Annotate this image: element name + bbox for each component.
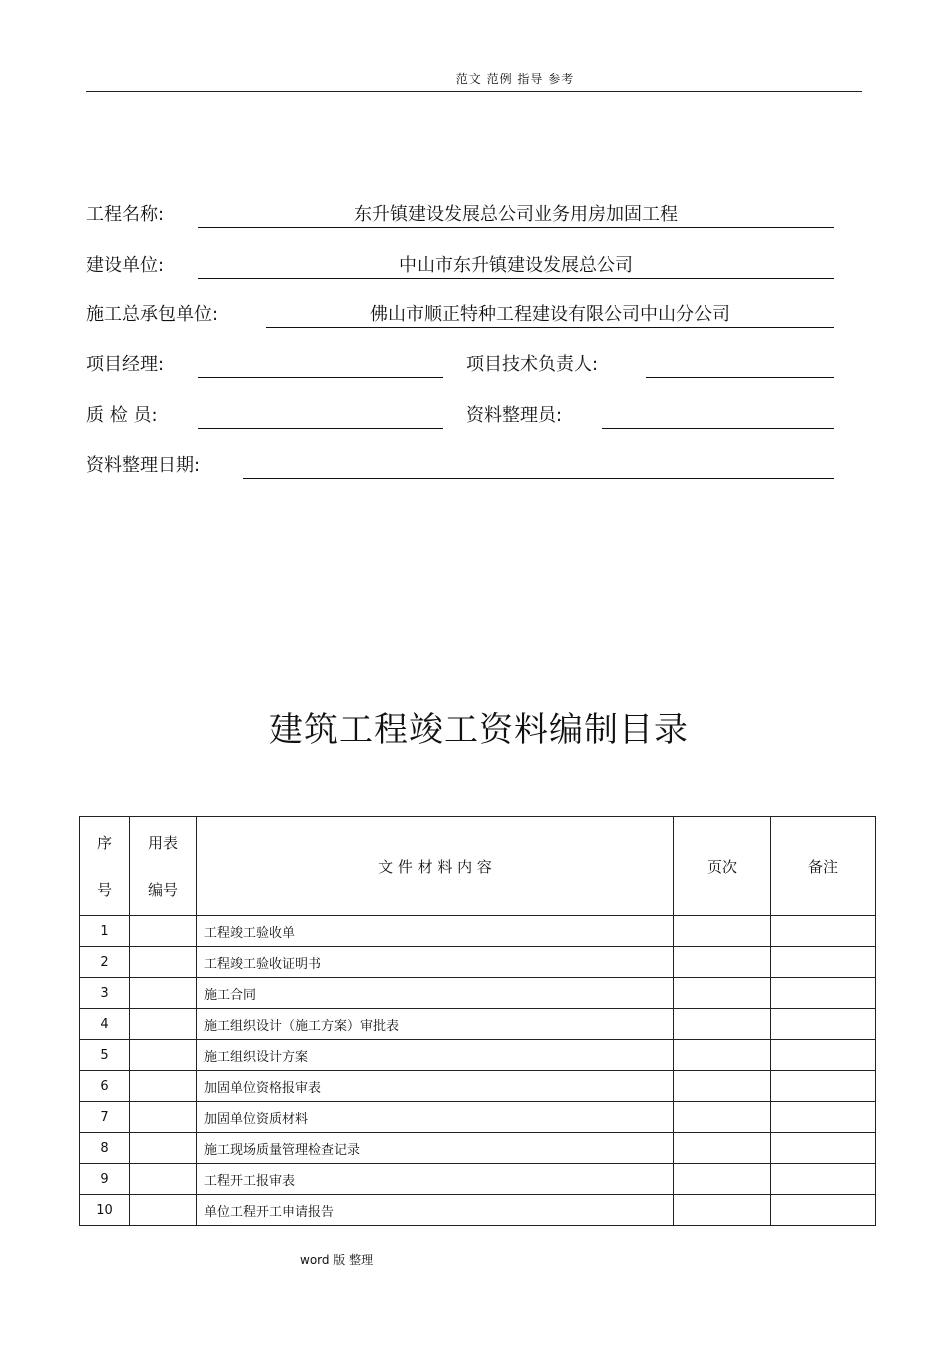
row-pages [674,1195,771,1226]
table-row [80,947,876,978]
row-pages [674,1133,771,1164]
archivist-label: 资料整理员: [466,405,563,426]
row-remarks [771,1009,876,1040]
pages-header: 页次 [674,817,771,916]
seq-header-bottom: 号 [96,881,112,899]
row-remarks [771,1040,876,1071]
archive-date-label: 资料整理日期: [86,455,201,476]
table-row [80,1164,876,1195]
document-title: 建筑工程竣工资料编制目录 [269,710,689,750]
inspector-label: 质 检 员: [86,405,158,426]
row-remarks [771,916,876,947]
archive-date-field[interactable] [243,454,834,479]
row-number: 10 [80,1195,130,1226]
row-form-number [130,1071,197,1102]
table-row [80,1102,876,1133]
row-content: 单位工程开工申请报告 [197,1195,674,1226]
row-form-number [130,1009,197,1040]
row-form-number [130,1133,197,1164]
contractor-field[interactable]: 佛山市顺正特种工程建设有限公司中山分公司 [266,303,834,328]
row-number: 9 [80,1164,130,1195]
archivist-field[interactable] [602,404,834,429]
table-row [80,1009,876,1040]
header-divider [86,91,862,92]
row-number: 3 [80,978,130,1009]
row-pages [674,947,771,978]
builder-field[interactable]: 中山市东升镇建设发展总公司 [198,254,834,279]
catalog-table [79,816,876,1226]
row-remarks [771,1102,876,1133]
project-manager-label: 项目经理: [86,354,165,375]
row-content: 施工组织设计方案 [197,1040,674,1071]
row-pages [674,1009,771,1040]
project-name-field[interactable]: 东升镇建设发展总公司业务用房加固工程 [198,203,834,228]
technical-lead-label: 项目技术负责人: [466,354,599,375]
row-number: 5 [80,1040,130,1071]
table-row [80,1071,876,1102]
row-content: 加固单位资质材料 [197,1102,674,1133]
contractor-label: 施工总承包单位: [86,304,219,325]
row-number: 1 [80,916,130,947]
seq-header [80,817,130,916]
form-header-bottom: 编号 [147,881,178,899]
seq-header-top: 序 [96,834,112,852]
table-header-row [80,817,876,916]
table-row [80,1195,876,1226]
row-content: 施工合同 [197,978,674,1009]
page-footer: word 版 整理 [300,1253,374,1267]
row-number: 7 [80,1102,130,1133]
row-pages [674,1040,771,1071]
row-remarks [771,1133,876,1164]
table-row [80,1040,876,1071]
row-content: 施工现场质量管理检查记录 [197,1133,674,1164]
row-form-number [130,1195,197,1226]
row-content: 加固单位资格报审表 [197,1071,674,1102]
row-form-number [130,947,197,978]
table-row [80,916,876,947]
row-number: 2 [80,947,130,978]
row-pages [674,1164,771,1195]
row-pages [674,916,771,947]
row-form-number [130,1040,197,1071]
row-pages [674,1102,771,1133]
row-form-number [130,916,197,947]
row-form-number [130,978,197,1009]
row-pages [674,1071,771,1102]
remarks-header: 备注 [771,817,876,916]
row-remarks [771,947,876,978]
form-header-top: 用表 [147,834,178,852]
row-remarks [771,1071,876,1102]
row-number: 8 [80,1133,130,1164]
row-remarks [771,1195,876,1226]
project-name-label: 工程名称: [86,204,165,225]
table-row [80,978,876,1009]
row-content: 工程竣工验收单 [197,916,674,947]
row-content: 施工组织设计（施工方案）审批表 [197,1009,674,1040]
page-header: 范文 范例 指导 参考 [455,72,575,86]
table-row [80,1133,876,1164]
row-remarks [771,978,876,1009]
row-remarks [771,1164,876,1195]
row-form-number [130,1102,197,1133]
technical-lead-field[interactable] [646,353,834,378]
inspector-field[interactable] [198,404,443,429]
project-manager-field[interactable] [198,353,443,378]
table-body [80,916,876,1226]
content-header: 文 件 材 料 内 容 [197,817,674,916]
row-number: 4 [80,1009,130,1040]
row-number: 6 [80,1071,130,1102]
builder-label: 建设单位: [86,255,165,276]
form-no-header [130,817,197,916]
row-pages [674,978,771,1009]
row-content: 工程竣工验收证明书 [197,947,674,978]
row-form-number [130,1164,197,1195]
row-content: 工程开工报审表 [197,1164,674,1195]
